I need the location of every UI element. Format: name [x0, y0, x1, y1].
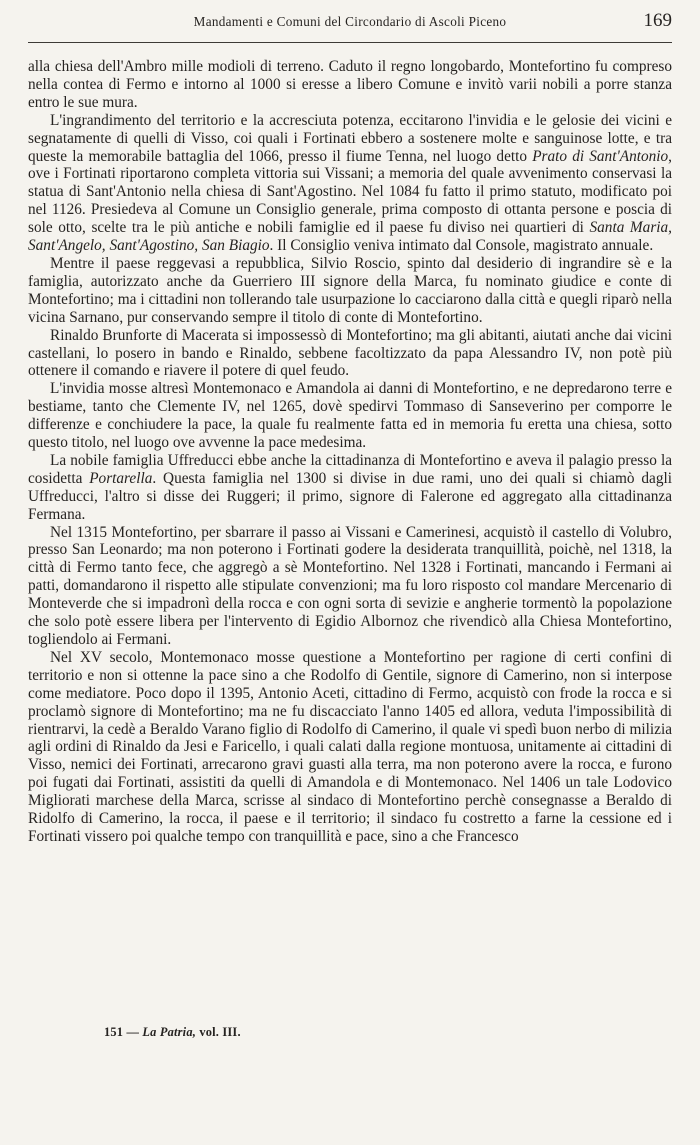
footer-signature: [104, 1025, 241, 1040]
text-run: Nel XV secolo, Montemonaco mosse questione a Montefortino per ragione di certi confini di territorio e non si ottenne la pace sino a che Rodolfo di Gentile, signore di Camerino, non si interpose come mediatore. Poco dopo il 1395, Antonio Aceti, cittadino di Fermo, acquistò con frode la rocca e si proclamò signore di Montefortino; ma ne fu discacciato l'anno 1405 ed allora, veduta l'impossibilità di rientrarvi, la cedè a Beraldo Varano figlio di Rodolfo di Camerino, il quale vi spedì buon nerbo di milizia agli ordini di Rinaldo da Jesi e Faricello, i quali calati dalla regione montuosa, unitamente ai cittadini di Visso, nemici dei Fortinati, arrecarono gravi guasti alla terra, ma non poterono avere la rocca, e furono poi fugati dai Fortinati, assistiti da quelli di Amandola e di Montemonaco. Nel 1406 un tale Lodovico Migliorati marchese della Marca, scrisse al sindaco di Montefortino perchè consegnasse a Beraldo di Ridolfo di Camerino, la rocca, il paese e il territorio; il sindaco fu costretto a farne la cessione ed i Fortinati vissero poi qualche tempo con tranquillità e pace, sino a che Francesco: [28, 648, 672, 845]
text-run: L'ingrandimento del territorio e la accresciuta potenza, eccitarono l'invidia e le gelosie dei vicini e segnatamente di quelli di Visso, coi quali i Fortinati ebbero a sostenere molte e sanguinose lotte, e tra queste la memorabile battaglia del 1066, presso il fiume Tenna, nel luogo detto: [28, 111, 672, 165]
paragraph: [28, 255, 672, 327]
text-run: La nobile famiglia Uffreducci ebbe anche la cittadinanza di Montefortino e aveva il palagio presso la cosidetta: [28, 451, 672, 487]
text-run: Mentre il paese reggevasi a repubblica, Silvio Roscio, spinto dal desiderio di ingrandire sè e la famiglia, autorizzato anche da Guerriero III signore della Marca, fu nominato giudice e conte di Montefortino; ma i cittadini non tollerando tale usurpazione lo cacciarono dalla città e quegli riparò nella vicina Sarnano, pur conservando sempre il titolo di conte di Montefortino.: [28, 254, 672, 326]
italic-term: Portarella: [89, 469, 153, 487]
page-number: 169: [643, 10, 672, 31]
body-text: [28, 58, 672, 846]
paragraph: [28, 524, 672, 649]
text-run: Nel 1315 Montefortino, per sbarrare il passo ai Vissani e Camerinesi, acquistò il castello di Volubro, presso San Leonardo; ma non poterono i Fortinati godere la desiderata tranquillità, poichè, nel 1318, la città di Fermo tanto fece, che aggregò a sè Montefortino. Nel 1328 i Fortinati, mancando i Fermani ai patti, domandarono il rispetto alle stipulate convenzioni; ma fu loro risposto col mandare Mercenario di Monteverde che si impadronì della rocca e con ogni sorta di sevizie e angherie tormentò la popolazione che solo potè essere libera per l'intervento di Egidio Albornoz che rivendicò alla Chiesa Montefortino, togliendolo ai Fermani.: [28, 523, 672, 648]
running-head: Mandamenti e Comuni del Circondario di Ascoli Piceno: [193, 14, 507, 29]
text-run: alla chiesa dell'Ambro mille modioli di terreno. Caduto il regno longobardo, Montefortino fu compreso nella contea di Fermo e intorno al 1000 si eresse a libero Comune e invitò varii nobili a porre stanza entro le sue mura.: [28, 58, 672, 111]
paragraph: [28, 380, 672, 452]
text-run: . Questa famiglia nel 1300 si divise in due rami, uno dei quali si chiamò dagli Uffreducci, l'altro si disse dei Ruggeri; il primo, signore di Falerone ed aggregato alla cittadinanza Fermana.: [28, 469, 672, 523]
publication-title: La Patria,: [142, 1025, 197, 1039]
paragraph: [28, 58, 672, 112]
text-run: Rinaldo Brunforte di Macerata si impossessò di Montefortino; ma gli abitanti, aiutati anche dai vicini castellani, lo posero in bando e Rinaldo, sebbene facoltizzato da papa Alessandro IV, non potè più ottenere il comando e riavere il potere di quel feudo.: [28, 326, 672, 380]
signature-number: 151 —: [104, 1025, 140, 1039]
text-run: L'invidia mosse altresì Montemonaco e Amandola ai danni di Montefortino, e ne depredarono terre e bestiame, tanto che Clemente IV, nel 1265, dovè spedirvi Tommaso di Sanseverino per comporre le differenze e conchiudere la pace, la quale fu realmente fatta ed in memoria fu eretta una chiesa, sotto questo titolo, nel luogo ove avvenne la pace medesima.: [28, 380, 672, 452]
paragraph: [28, 327, 672, 381]
italic-term: Santa Maria, Sant'Angelo, Sant'Agostino, San Biagio: [28, 219, 672, 255]
italic-term: Prato di Sant'Antonio: [532, 147, 669, 165]
page-header: [28, 10, 672, 36]
paragraph: [28, 112, 672, 255]
text-run: , ove i Fortinati riportarono completa vittoria sui Vissani; a memoria del quale avvenimento conservasi la statua di Sant'Antonio nella chiesa di Sant'Agostino. Nel 1084 fu fatto il primo statuto, modificato poi nel 1126. Presiedeva al Comune un Consiglio generale, prima composto di ottanta persone e poscia di sole otto, scelte tra le più antiche e nobili famiglie ed il paese fu diviso nei quartieri di: [28, 147, 672, 237]
header-rule: [28, 42, 672, 43]
volume-label: vol. III.: [199, 1025, 241, 1039]
text-run: . Il Consiglio veniva intimato dal Console, magistrato annuale.: [269, 237, 654, 255]
paragraph: [28, 649, 672, 846]
paragraph: [28, 452, 672, 524]
